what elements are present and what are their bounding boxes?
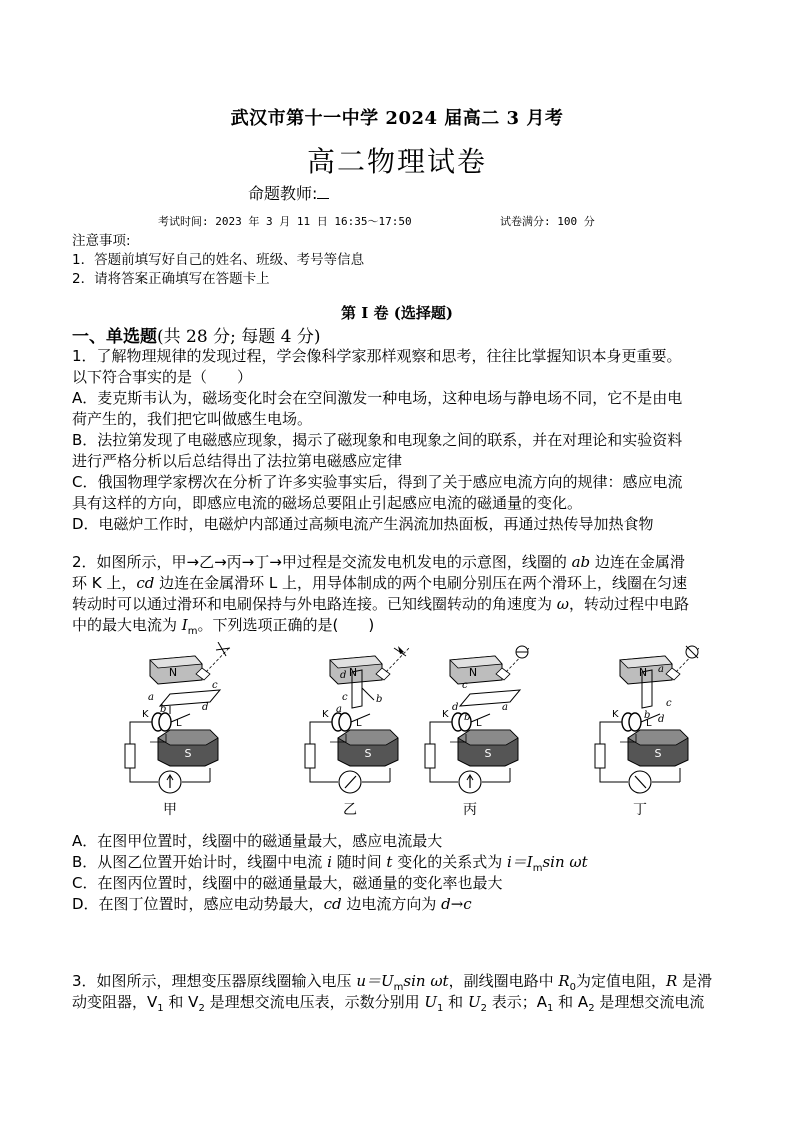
coil-letter: b [644,710,651,721]
magnet-n-label: N [638,666,648,679]
coil-letter: c [212,680,218,691]
q3-subscript: m [393,982,404,993]
coil-letter: b [376,694,383,705]
coil-letter: c [342,692,348,703]
generator-diagram [110,642,710,827]
panel-label-ding: 丁 [633,802,647,818]
q2-text: 环 K 上， [72,574,137,592]
magnet-n-label: N [348,666,358,679]
magnet-s-label: S [654,747,662,760]
q2-text: 边连在金属滑环 L 上，用导体制成的两个电刷分别压在两个滑环上，线圈在匀速 [154,574,688,592]
generator-figure [110,642,710,831]
magnet-n-label: N [468,666,478,679]
q3-subscript: 1 [437,1003,444,1014]
question-1 [72,346,724,535]
q2-text: ，转动过程中电路 [569,595,690,613]
q2-option-b [72,852,724,873]
notice-block [72,232,364,289]
q3-text: ，副线圈电路中 [448,972,559,990]
q3-subscript: 2 [588,1003,595,1014]
q2-option-c: C．在图丙位置时，线圈中的磁通量最大，磁通量的变化率也最大 [72,874,503,892]
question-setter [248,181,329,204]
q1-option-c: C．俄国物理学家楞次在分析了许多实验事实后，得到了关于感应电流方向的规律：感应电流 [72,473,683,491]
coil-letter: a [336,704,342,715]
setter-label: 命题教师: [248,184,318,203]
coil-letter: d [340,670,347,681]
q1-option-b: 进行严格分析以后总结得出了法拉第电磁感应定律 [72,452,403,470]
q3-subscript: 1 [547,1003,554,1014]
magnet-n-label: N [168,666,178,679]
q3-subscript: 2 [198,1003,205,1014]
q2-symbol: I [181,616,188,634]
section-title [72,322,320,347]
coil-letter: c [462,680,468,691]
q2-text: 边连在金属滑 [590,553,685,571]
q3-text: 3．如图所示，理想变压器原线圈输入电压 [72,972,357,990]
q1-option-d: D．电磁炉工作时，电磁炉内部通过高频电流产生涡流加热面板，再通过热传导加热食物 [72,515,654,533]
q2-text: D．在图丁位置时，感应电动势最大， [72,895,324,913]
question-2-options [72,831,724,915]
notice-heading: 注意事项: [72,233,131,249]
q3-symbol: U [424,993,438,1011]
q2-formula: sin ωt [542,853,588,871]
q2-symbol: ab [571,553,591,571]
q3-symbol: U [467,993,481,1011]
q2-option-a: A．在图甲位置时，线圈中的磁通量最大，感应电流最大 [72,832,443,850]
paper-title: 高二物理试卷 [306,145,487,178]
q1-option-c: 具有这样的方向，即感应电流的磁场总要阻止引起感应电流的磁通量的变化。 [72,494,583,512]
ring-l-label: L [356,718,362,729]
q1-option-a: A．麦克斯韦认为，磁场变化时会在空间激发一种电场，这种电场与静电场不同，它不是由电 [72,389,683,407]
q2-symbol: i [327,853,332,871]
magnet-s-label: S [484,747,492,760]
full-score: 试卷满分: 100 分 [500,215,595,228]
setter-blank [317,184,329,199]
section-name: 一、单选题 [72,327,157,347]
q2-symbol: cd [136,574,155,592]
q1-option-b: B．法拉第发现了电磁感应现象，揭示了磁现象和电现象之间的联系，并在对理论和实验资料 [72,431,683,449]
q2-text: 。下列选项正确的是( ) [197,616,375,634]
q2-subscript: m [532,863,543,874]
q2-text: 随时间 [331,853,387,871]
q1-stem: 以下符合事实的是（ ） [72,368,253,386]
question-3 [72,971,724,1013]
q2-symbol: d→c [441,895,472,913]
q1-stem: 1．了解物理规律的发现过程，学会像科学家那样观察和思考，往往比掌握知识本身更重要。 [72,347,682,365]
coil-letter: d [658,714,665,725]
q3-text: 动变阻器，V [72,993,158,1011]
ring-l-label: L [646,718,652,729]
q1-option-a: 荷产生的，我们把它叫做感生电场。 [72,410,313,428]
part-title: 第 I 卷 (选择题) [341,304,453,322]
notice-item: 2．请将答案正确填写在答题卡上 [72,271,270,287]
coil-letter: c [666,698,672,709]
q3-subscript: 0 [569,982,577,993]
notice-item: 1．答题前填写好自己的姓名、班级、考号等信息 [72,252,365,268]
ring-l-label: L [176,718,182,729]
q3-text: 是理想交流电流 [594,993,705,1011]
coil-letter: d [452,702,459,713]
coil-letter: d [202,702,209,713]
q2-symbol: ω [556,595,570,613]
q2-text: B．从图乙位置开始计时，线圈中电流 [72,853,328,871]
q3-text: 是理想交流电压表，示数分别用 [204,993,425,1011]
exam-time: 考试时间: 2023 年 3 月 11 日 16:35～17:50 [158,215,412,228]
q3-text: 表示；A [486,993,548,1011]
coil-letter: b [464,712,471,723]
coil-letter: a [658,664,664,675]
q2-formula: i＝I [507,853,533,871]
q3-text: 和 [443,993,468,1011]
q2-text: 转动时可以通过滑环和电刷保持与外电路连接。已知线圈转动的角速度为 [72,595,557,613]
q2-symbol: cd [323,895,342,913]
q2-text: 边电流方向为 [341,895,442,913]
q2-symbol: t [386,853,393,871]
ring-k-label: K [142,709,149,720]
q3-text: 是滑 [677,972,713,990]
q2-text: 2．如图所示，甲→乙→丙→丁→甲过程是交流发电机发电的示意图，线圈的 [72,553,572,571]
q2-subscript: m [187,626,198,637]
q3-subscript: 1 [157,1003,164,1014]
ring-k-label: K [612,709,619,720]
coil-letter: a [148,692,154,703]
panel-label-bing: 丙 [463,802,477,818]
coil-letter: a [502,702,508,713]
q3-symbol: R [666,972,678,990]
q3-formula: u＝U [356,972,394,990]
question-2-stem [72,552,724,636]
section-detail: (共 28 分; 每题 4 分) [157,327,321,347]
q3-subscript: 2 [480,1003,487,1014]
q3-text: 为定值电阻， [576,972,667,990]
panel-label-jia: 甲 [163,802,177,818]
q3-symbol: R [558,972,570,990]
q2-text: 中的最大电流为 [72,616,182,634]
school-exam-line: 武汉市第十一中学 2024 届高二 3 月考 [230,108,564,129]
q2-text: 变化的关系式为 [392,853,507,871]
panel-label-yi: 乙 [343,802,357,818]
ring-k-label: K [442,709,449,720]
magnet-s-label: S [184,747,192,760]
q2-option-d [72,894,724,915]
q3-text: 和 A [553,993,589,1011]
coil-letter: b [160,704,167,715]
q3-text: 和 V [163,993,199,1011]
ring-l-label: L [476,718,482,729]
ring-k-label: K [322,709,329,720]
q3-formula: sin ωt [403,972,449,990]
magnet-s-label: S [364,747,372,760]
